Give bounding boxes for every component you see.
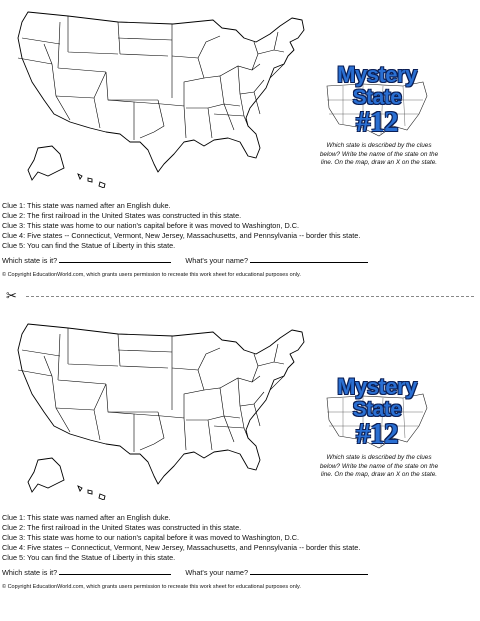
answer-prompt: Which state is it? [2,256,58,265]
scissors-icon: ✂ [6,288,17,303]
badge-title-line2: State [352,398,402,421]
clue-4: Clue 4: Five states -- Connecticut, Vermont, New Jersey, Massachusetts, and Pennsylvania -- border this state. [2,230,361,240]
instructions: Which state is described by the clues below? Write the name of the state on the line. On the map, draw an X on the state. [319,454,439,479]
name-answer-line[interactable] [250,254,368,263]
mystery-state-badge [323,56,431,142]
name-answer-line[interactable] [250,566,368,575]
state-answer-line[interactable] [59,254,171,263]
badge-title-line1: Mystery [337,374,417,399]
clue-2: Clue 2: The first railroad in the United States was constructed in this state. [2,522,242,532]
instructions: Which state is described by the clues below? Write the name of the state on the line. On the map, draw an X on the state. [319,142,439,167]
answer-prompt: Which state is it? [2,568,58,577]
us-map [8,8,316,188]
badge-title-line1: Mystery [337,62,417,87]
name-prompt: What's your name? [185,256,249,265]
mystery-state-badge [323,368,431,454]
badge-number: #12 [356,106,398,138]
badge-title-line2: State [352,86,402,109]
clue-3: Clue 3: This state was home to our nation's capital before it was moved to Washington, D.C. [2,532,300,542]
answer-row [2,254,478,265]
copyright: © Copyright EducationWorld.com, which grants users permission to recreate this work sheet for educational purposes only. [2,584,301,590]
clue-list [2,201,478,251]
clue-5: Clue 5: You can find the Statue of Liberty in this state. [2,240,176,250]
clue-1: Clue 1: This state was named after an English duke. [2,513,171,522]
clue-3: Clue 3: This state was home to our nation's capital before it was moved to Washington, D.C. [2,220,300,230]
badge-number: #12 [356,418,398,450]
copyright: © Copyright EducationWorld.com, which grants users permission to recreate this work sheet for educational purposes only. [2,272,301,278]
state-answer-line[interactable] [59,566,171,575]
clue-2: Clue 2: The first railroad in the United States was constructed in this state. [2,210,242,220]
clue-5: Clue 5: You can find the Statue of Liberty in this state. [2,552,176,562]
clue-list [2,513,478,563]
clue-1: Clue 1: This state was named after an English duke. [2,201,171,210]
clue-4: Clue 4: Five states -- Connecticut, Vermont, New Jersey, Massachusetts, and Pennsylvania -- border this state. [2,542,361,552]
cut-line [26,296,474,298]
name-prompt: What's your name? [185,568,249,577]
answer-row [2,566,478,577]
us-map [8,320,316,500]
